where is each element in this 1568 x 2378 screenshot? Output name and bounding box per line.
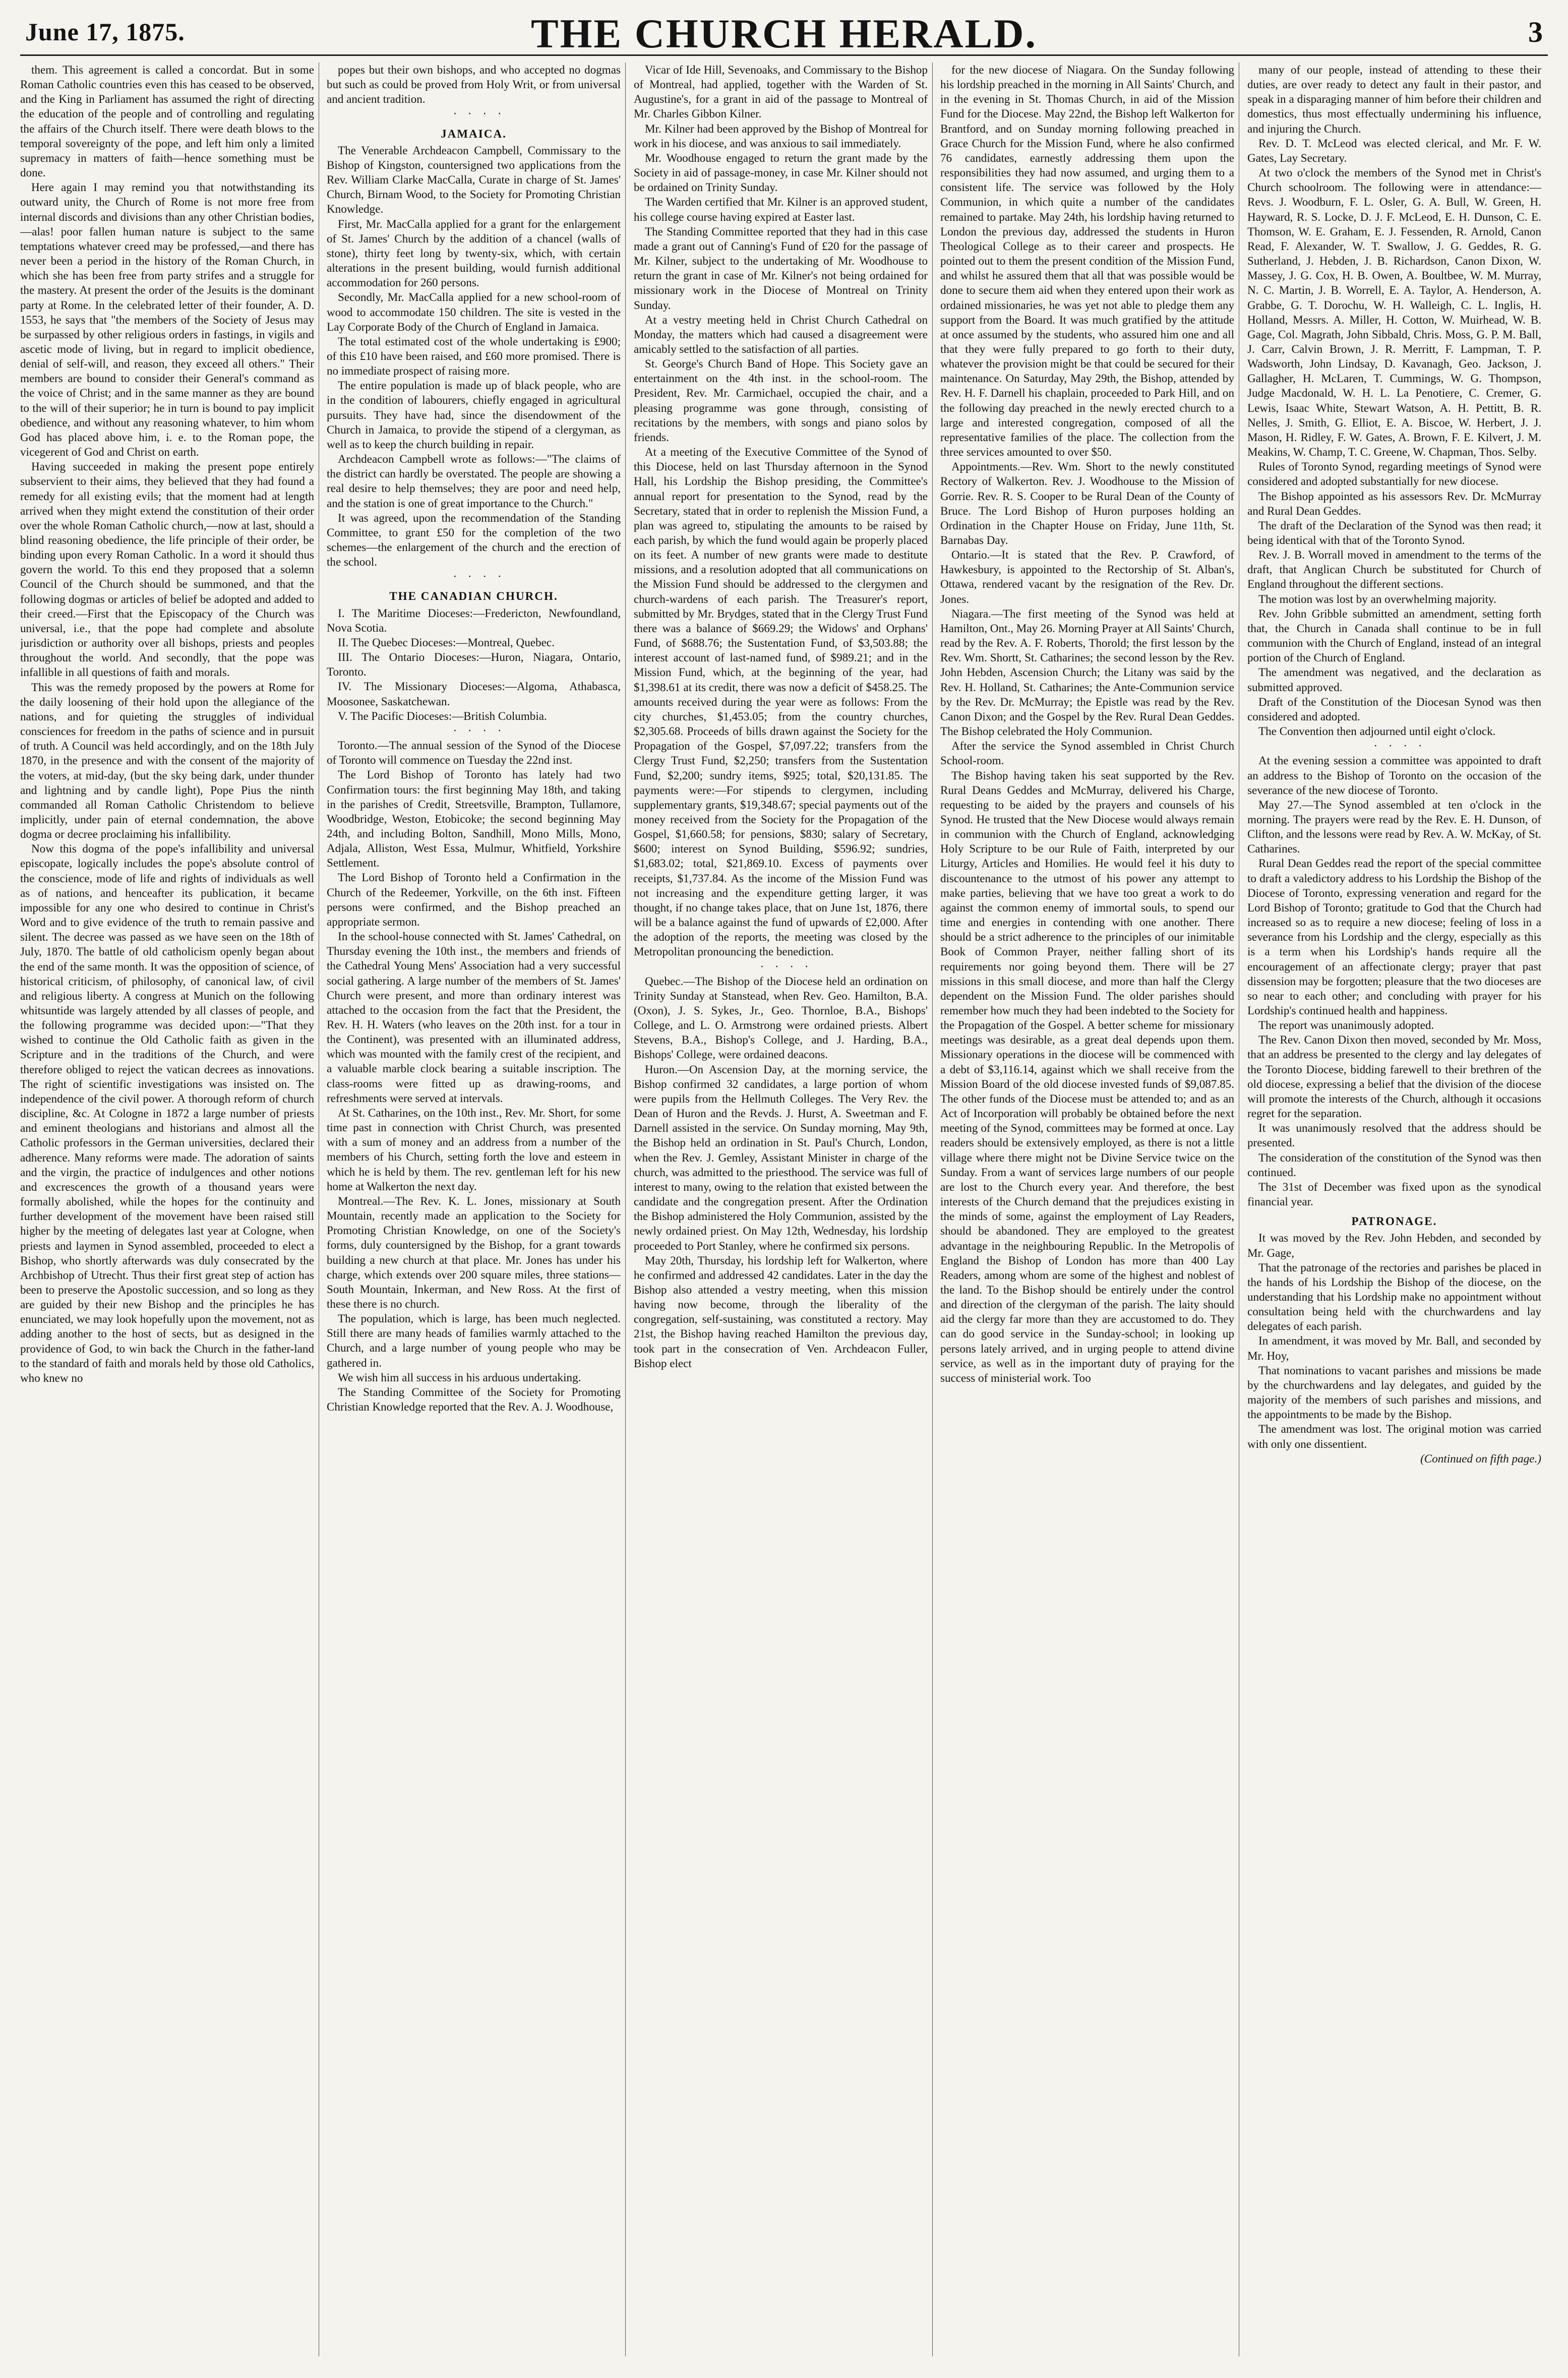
article-paragraph: Here again I may remind you that notwithstanding its outward unity, the Church of Rome is not more free from internal discords and divisions than any other Christian bodies,—alas! poor fallen human nature is subject to the same temptations whatever creed may be professed,—and there has never been a period in the history of the Roman Church, in which she has been free from party strifes and a struggle for the mastery. At present the order of the Jesuits is the dominant party at Rome. In the celebrated letter of their founder, A. D. 1553, he says that "the members of the Society of Jesus may be surpassed by other religious orders in fastings, in vigils and ascetic mode of living, but in regard to implicit obedience, denial of self-will, and reason, they exceed all others." Their members are bound to consider their General's command as the voice of Christ; and in the same manner as they are bound to the will of their superior; he in turn is bound to pay implicit obedience, and without any reasoning whatever, to him whom God has placed above him, i. e. to the Roman pope, the vicegerent of God and Christ on earth. <box>20 180 314 459</box>
column-3 <box>634 63 928 2356</box>
article-paragraph: II. The Quebec Dioceses:—Montreal, Quebec. <box>338 635 555 649</box>
article-paragraph: Rules of Toronto Synod, regarding meetings of Synod were considered and adopted substantially for new diocese. <box>1247 460 1541 488</box>
issue-date: June 17, 1875. <box>25 18 185 46</box>
article-paragraph: Ontario.—It is stated that the Rev. P. Crawford, of Hawkesbury, is appointed to the Rectorship of St. Alban's, Ottawa, rendered vacant by the resignation of the Rev. Dr. Jones. <box>940 548 1234 605</box>
section-separator: · · · · <box>760 959 813 973</box>
article-paragraph: The entire population is made up of black people, who are in the condition of labourers, chiefly engaged in agricultural pursuits. They have had, since the disendowment of the Church in Jamaica, to provide the stipend of a clergyman, as well as to keep the church building in repair. <box>327 379 621 451</box>
article-paragraph: The total estimated cost of the whole undertaking is £900; of this £10 have been raised, and £60 more promised. There is no immediate prospect of raising more. <box>327 334 621 378</box>
article-paragraph: After the service the Synod assembled in Christ Church School-room. <box>940 739 1234 767</box>
article-paragraph: The report was unanimously adopted. <box>1258 1018 1434 1032</box>
section-heading: PATRONAGE. <box>1351 1214 1437 1228</box>
article-paragraph: The Bishop appointed as his assessors Rev. Dr. McMurray and Rural Dean Geddes. <box>1247 489 1541 517</box>
article-paragraph: The Warden certified that Mr. Kilner is an approved student, his college course having expired at Easter last. <box>634 195 928 223</box>
article-paragraph: The Lord Bishop of Toronto held a Confirmation in the Church of the Redeemer, Yorkville, on the 6th inst. Fifteen persons were confirmed, and the Bishop preached an appropriate sermon. <box>327 871 621 928</box>
article-paragraph: It was unanimously resolved that the address should be presented. <box>1247 1121 1541 1149</box>
article-paragraph: Rev. J. B. Worrall moved in amendment to the terms of the draft, that Anglican Church be substituted for Church of England throughout the different sections. <box>1247 548 1541 591</box>
article-paragraph: Now this dogma of the pope's infallibility and universal episcopate, logically includes the pope's absolute control of the conscience, mode of life and rights of individuals as well as of nations, and henceafter its publication, it became impossible for any one who desired to continue in Christ's Word and to give evidence of the truth to remain passive and silent. The decree was passed as we have seen on the 18th of July, 1870. The battle of old catholicism openly began about the end of the same month. It was the opposition of science, of historical criticism, of philosophy, of canonical law, of civil and religious liberty. A congress at Munich on the following whitsuntide was largely attended by all classes of people, and the following programme was decided upon:—"That they wished to continue the Old Catholic faith as given in the Scripture and in the traditions of the Church, and were therefore obliged to reject the vatican decrees as innovations. The right of scientific investigations was insisted on. The independence of the civil power. A thorough reform of church discipline, &c. At Cologne in 1872 a large number of priests and eminent theologians and historians and almost all the Catholic professors in the German universities, declared their adherence. Many reforms were made. The adoration of saints and the virgin, the practice of indulgences and other notions and excrescences the growth of a thousand years were formally abolished, while the hopes for the continuity and further development of the movement have been raised still higher by the meeting of delegates last year at Cologne, when priests and laymen in Synod assembled, proceeded to elect a Bishop, who shortly afterwards was duly consecrated by the Archbishop of Utrecht. Thus their first great step of action has been to preserve the Apostolic succession, and so long as they are guided by their new Bishop and the principles he has enunciated, we may look hopefully upon the movement, not as adding another to the host of sects, but as designed in the providence of God, to win back the Church in the father-land to the standard of faith and morals held by those old Catholics, who knew no <box>20 842 314 1384</box>
article-paragraph: I. The Maritime Dioceses:—Fredericton, Newfoundland, Nova Scotia. <box>327 606 621 634</box>
column-1 <box>20 63 314 2356</box>
article-paragraph: In amendment, it was moved by Mr. Ball, and seconded by Mr. Hoy, <box>1247 1334 1541 1362</box>
article-paragraph: Rev. John Gribble submitted an amendment, setting forth that, the Church in Canada shall continue to be in full communion with the Church of England, instead of an integral portion of the Church of England. <box>1247 606 1541 664</box>
article-paragraph: It was moved by the Rev. John Hebden, and seconded by Mr. Gage, <box>1247 1231 1541 1259</box>
article-paragraph: Archdeacon Campbell wrote as follows:—"The claims of the district can hardly be overstated. The people are showing a real desire to help themselves; they are poor and need help, and the station is one of great importance to the Church." <box>327 452 621 510</box>
article-paragraph: Having succeeded in making the present pope entirely subservient to their aims, they believed that they had found a remedy for all existing evils; that the moment had at length arrived when they might extend the constitution of their order over the whole Roman Catholic church,—now at last, should a blind reasoning obedience, the life principle of their order, be binding upon every Roman Catholic. In a word it should thus govern the world. To this end they proposed that a solemn Council of the Church should be summoned, and that the following dogmas or articles of belief be adopted and added to their creed.—First that the Episcopacy of the Church was universal, i.e., that the pope had complete and absolute jurisdiction or authority over all bishops, priests and peoples throughout the world. And secondly, that the pope was infallible in all questions of faith and morals. <box>20 460 314 679</box>
article-paragraph: At two o'clock the members of the Synod met in Christ's Church schoolroom. The following were in attendance:—Revs. J. Woodburn, F. L. Osler, G. A. Bull, W. Green, H. Hayward, R. S. Locke, D. J. F. McLeod, E. H. Dunson, C. E. Thomson, W. E. Graham, E. J. Fessenden, R. Arnold, Canon Read, F. Alexander, W. T. Swallow, J. G. Geddes, R. G. Sutherland, J. Hebden, J. B. Richardson, Canon Dixon, W. Massey, J. G. Cox, H. B. Owen, A. Boultbee, W. M. Murray, N. C. Martin, J. B. Worrell, E. A. Taylor, A. Henderson, A. Grabbe, G. T. Dorochu, W. H. Walleigh, C. L. Inglis, H. Holland, Messrs. A. Miller, H. Cotton, W. Muirhead, W. B. Gage, Col. Magrath, John Sibbald, Chris. Moss, G. P. M. Ball, J. Carr, Calvin Brown, J. R. Merritt, F. Lampman, T. P. Wadsworth, John Lindsay, D. Kavanagh, Geo. Jackson, J. Gallagher, H. McLaren, T. Cummings, W. G. Thompson, Judge Macdonald, W. H. L. La Penotiere, C. Cremer, G. Lewis, Isaac White, Stewart Watson, A. H. Pettitt, B. R. Nelles, J. Smith, G. Elliot, E. A. Biscoe, W. Herbert, J. J. Mason, H. Ridley, F. W. Gates, A. Brown, F. E. Kilvert, J. M. Meakins, W. Champ, T. C. Greene, W. Chapman, Thos. Selby. <box>1247 166 1541 459</box>
article-paragraph: for the new diocese of Niagara. On the Sunday following his lordship preached in the morning in All Saints' Church, and in the evening in St. Thomas Church, in aid of the Mission Fund for the Diocese. May 22nd, the Bishop left Walkerton for Brantford, and on Sunday morning following preached in Grace Church for the Mission Fund, where he also confirmed 76 candidates, earnestly addressing them upon the responsibilities they had now assumed, and urging them to a consistent life. The service was followed by the Holy Communion, in which quite a number of the candidates remained to partake. May 24th, his lordship having returned to London the previous day, addressed the students in Huron Theological College as to their career and prospects. He pointed out to them the present condition of the Mission Fund, and whilst he assured them that all that was possible would be done to secure them aid when they entered upon their work as ordained missionaries, he was yet not able to pledge them any support from the Board. It was much gratified by the attitude at once assumed by the students, who assured him one and all that they were fully prepared to go forth to their duty, whatever the provision might be that could be secured for their maintenance. On Saturday, May 29th, the Bishop, attended by Rev. H. F. Darnell his chaplain, proceeded to Park Hill, and on the following day preached in the newly erected church to a large and interested congregation, composed of all the representative families of the place. The collection from the three services amounted to over $50. <box>940 63 1234 459</box>
article-paragraph: It was agreed, upon the recommendation of the Standing Committee, to grant £50 for the completion of the two schemes—the enlargement of the church and the erection of the school. <box>327 511 621 569</box>
section-separator: · · · · <box>453 570 506 583</box>
article-paragraph: Huron.—On Ascension Day, at the morning service, the Bishop confirmed 32 candidates, a large portion of whom were pupils from the Hellmuth Colleges. The Very Rev. the Dean of Huron and the Revds. J. Hurst, A. Sweetman and F. Darnell assisted in the service. On Sunday morning, May 9th, the Bishop held an ordination in St. Paul's Church, London, when the Rev. J. Gemley, Assistant Minister in charge of the church, was admitted to the priesthood. The service was full of interest to many, owing to the relation that existed between the candidate and the congregation present. After the Ordination the Bishop administered the Holy Communion, assisted by the newly ordained priest. On May 12th, Wednesday, his lordship proceeded to Port Stanley, where he confirmed six persons. <box>634 1062 928 1252</box>
article-paragraph: This was the remedy proposed by the powers at Rome for the daily loosening of their hold upon the allegiance of the nations, and for quieting the struggles of individual consciences for freedom in the paths of science and in pursuit of truth. A Council was held accordingly, and on the 18th July 1870, in the presence and with the consent of the majority of the voters, at mid-day, (but the sky being dark, under thunder and lightning and by candle light), Pope Pius the ninth commanded all Roman Catholic Christendom to believe implicitly, under pain of eternal condemnation, the above dogma or decree proclaiming his infallibility. <box>20 680 314 841</box>
article-paragraph: That the patronage of the rectories and parishes be placed in the hands of his Lordship the Bishop of the diocese, on the understanding that his Lordship make no appointment without consultation being held with the churchwardens and lay delegates of each parish. <box>1247 1260 1541 1333</box>
article-paragraph: At the evening session a committee was appointed to draft an address to the Bishop of Toronto on the occasion of the severance of the new diocese of Toronto. <box>1247 754 1541 797</box>
continuation-note: (Continued on fifth page.) <box>1420 1451 1541 1465</box>
article-paragraph: Appointments.—Rev. Wm. Short to the newly constituted Rectory of Walkerton. Rev. J. Woodhouse to the Mission of Gorrie. Rev. R. S. Cooper to be Rural Dean of the County of Bruce. The Lord Bishop of Huron purposes holding an Ordination in the Chapter House on Friday, June 11th, St. Barnabas Day. <box>940 460 1234 546</box>
article-paragraph: Niagara.—The first meeting of the Synod was held at Hamilton, Ont., May 26. Morning Prayer at All Saints' Church, read by the Rev. A. F. Roberts, Thorold; the first lesson by the Rev. Wm. Shortt, St. Catharines; the second lesson by the Rev. John Hebden, Ascension Church; the Litany was said by the Rev. H. Holland, St. Catharines; the Ante-Communion service by the Rev. Dr. McMurray; the Epistle was read by the Rev. Canon Dixon; and the Gospel by the Rev. Rural Dean Geddes. The Bishop celebrated the Holy Communion. <box>940 606 1234 738</box>
article-paragraph: Draft of the Constitution of the Diocesan Synod was then considered and adopted. <box>1247 695 1541 723</box>
article-paragraph: popes but their own bishops, and who accepted no dogmas but such as could be proved from Holy Writ, or from universal and ancient tradition. <box>327 63 621 106</box>
article-paragraph: The amendment was negatived, and the declaration as submitted approved. <box>1247 665 1541 694</box>
article-paragraph: Toronto.—The annual session of the Synod of the Diocese of Toronto will commence on Tuesday the 22nd inst. <box>327 739 621 767</box>
article-paragraph: Vicar of Ide Hill, Sevenoaks, and Commissary to the Bishop of Montreal, had applied, together with the Warden of St. Augustine's, for a grant in aid of the passage to Montreal of Mr. Charles Gibbon Kilner. <box>634 63 928 120</box>
article-paragraph: The draft of the Declaration of the Synod was then read; it being identical with that of the Toronto Synod. <box>1247 518 1541 546</box>
article-paragraph: Montreal.—The Rev. K. L. Jones, missionary at South Mountain, recently made an application to the Society for Promoting Christian Knowledge, on one of the Society's forms, duly countersigned by the Bishop, for a grant towards building a new church at that place. Mr. Jones has under his charge, which extends over 200 square miles, three stations—South Mountain, Inkerman, and New Ross. At the first of these there is no church. <box>327 1194 621 1310</box>
newspaper-title: THE CHURCH HERALD. <box>531 11 1037 56</box>
article-paragraph: many of our people, instead of attending to these their duties, are over ready to detect any fault in their pastor, and speak in a disparaging manner of him before their children and domestics, thus most effectually undermining his influence, and injuring the Church. <box>1247 63 1541 135</box>
article-paragraph: The consideration of the constitution of the Synod was then continued. <box>1247 1150 1541 1179</box>
article-paragraph: them. This agreement is called a concordat. But in some Roman Catholic countries even this has ceased to be observed, and the King in Parliament has assumed the right of directing the education of the people and of controlling and regulating the affairs of the Church itself. There were death blows to the temporal sovereignty of the pope, and left him only a limited supremacy in matters of faith—hence something must be done. <box>20 63 314 179</box>
article-paragraph: That nominations to vacant parishes and missions be made by the churchwardens and lay delegates, and guided by the majority of the members of such parishes and missions, and the appointments to be made by the Bishop. <box>1247 1363 1541 1421</box>
article-paragraph: May 27.—The Synod assembled at ten o'clock in the morning. The prayers were read by the Rev. E. H. Dunson, of Clifton, and the lessons were read by Rev. A. W. McKay, of St. Catharines. <box>1247 798 1541 856</box>
section-heading: THE CANADIAN CHURCH. <box>389 589 558 603</box>
article-paragraph: At a meeting of the Executive Committee of the Synod of this Diocese, held on last Thursday afternoon in the Synod Hall, his Lordship the Bishop presiding, the Committee's annual report for presentation to the Synod, read by the Secretary, stated that in order to replenish the Mission Fund, a plan was agreed to, stipulating the amounts to be raised by each parish, by which the fund would again be properly placed on its feet. A number of new grants were made to destitute missions, and a resolution adopted that all communications on the Mission Fund should be addressed to the clergymen and church-wardens of each parish. The Treasurer's report, submitted by Mr. Brydges, stated that in the Clergy Trust Fund there was a balance of $669.29; the Widows' and Orphans' Fund, of $688.76; the Sustentation Fund, of $3,503.88; the interest account of last-named fund, of $989.21; and in the Mission Fund, which, at the beginning of the year, had $1,398.61 at its credit, there was now a deficit of $458.25. The amounts received during the year were as follows: From the city churches, $1,453.05; from the country churches, $2,305.68. Proceeds of bills drawn against the Society for the Propagation of the Gospel, $7,097.22; transfers from the Clergy Trust Fund, $2,250; transfers from the Sustentation Fund, $2,200; sundry items, $925; total, $20,131.85. The payments were:—For stipends to clergymen, including supplementary grants, $19,348.67; special payments out of the money received from the Society for the Propagation of the Gospel, $1,660.58; for pensions, $830; salary of Secretary, $600; interest on Synod Building, $596.92; sundries, $1,683.02; total, $21,869.10. Excess of payments over receipts, $1,737.84. As the income of the Mission Fund was not increasing and the expenditure getting larger, it was thought, if no change takes place, that on June 1st, 1876, there will be a balance against the fund of upwards of £2,000. After the adoption of the reports, the meeting was closed by the Metropolitan pronouncing the benediction. <box>634 445 928 958</box>
article-paragraph: At St. Catharines, on the 10th inst., Rev. Mr. Short, for some time past in connection with Christ Church, was presented with a sum of money and an address from a number of the members of his Church, setting forth the love and esteem in which he is held by them. The rev. gentleman left for his new home at Walkerton the next day. <box>327 1106 621 1193</box>
article-paragraph: The 31st of December was fixed upon as the synodical financial year. <box>1247 1180 1541 1208</box>
article-paragraph: The population, which is large, has been much neglected. Still there are many heads of families warmly attached to the Church, and a large number of young people who may be gathered in. <box>327 1312 621 1369</box>
column-rule <box>932 63 933 2356</box>
article-paragraph: The Standing Committee of the Society for Promoting Christian Knowledge reported that the Rev. A. J. Woodhouse, <box>327 1385 621 1414</box>
article-paragraph: We wish him all success in his arduous undertaking. <box>338 1370 581 1384</box>
article-paragraph: The Venerable Archdeacon Campbell, Commissary to the Bishop of Kingston, countersigned two applications from the Rev. William Clarke MacCalla, Curate in charge of St. James' Church, Birnam Wood, to the Society for Promoting Christian Knowledge. <box>327 143 621 216</box>
column-5 <box>1247 63 1541 2356</box>
article-paragraph: The Rev. Canon Dixon then moved, seconded by Mr. Moss, that an address be presented to the clergy and lay delegates of the Toronto Diocese, bidding farewell to their brethren of the old diocese, expressing a belief that the division of the diocese will promote the interests of the Church, although it occasions regret for the separation. <box>1247 1033 1541 1120</box>
article-paragraph: Rural Dean Geddes read the report of the special committee to draft a valedictory address to his Lordship the Bishop of the Diocese of Toronto, expressing veneration and regard for the Lord Bishop of Toronto; gratitude to God that the Church had increased so as to require a new diocese; feeling of loss in a severance from his Lordship and the clergy, especially as this is a term when his Lordship's hands require all the encouragement of an affectionate clergy; prayer that past dissension may be forgotten; pleasure that the two dioceses are so near to each other; and concluding with prayer for his Lordship's continued health and happiness. <box>1247 857 1541 1017</box>
article-paragraph: Mr. Woodhouse engaged to return the grant made by the Society in aid of passage-money, in case Mr. Kilner should not be ordained on Trinity Sunday. <box>634 151 928 194</box>
section-separator: · · · · <box>453 723 506 737</box>
page-header <box>20 8 1548 56</box>
article-paragraph: The amendment was lost. The original motion was carried with only one dissentient. <box>1247 1422 1541 1450</box>
article-paragraph: Quebec.—The Bishop of the Diocese held an ordination on Trinity Sunday at Stanstead, when Rev. Geo. Hamilton, B.A. (Oxon), J. S. Sykes, Jr., Geo. Thornloe, B.A., Bishops' College, and L. O. Armstrong were ordained priests. Albert Stevens, B.A., Bishop's College, and J. Harding, B.A., Bishops' College, were ordained deacons. <box>634 974 928 1061</box>
section-separator: · · · · <box>1373 739 1426 753</box>
column-4 <box>940 63 1234 2356</box>
article-paragraph: The motion was lost by an overwhelming majority. <box>1258 592 1496 605</box>
article-paragraph: IV. The Missionary Dioceses:—Algoma, Athabasca, Moosonee, Saskatchewan. <box>327 680 621 708</box>
article-paragraph: The Standing Committee reported that they had in this case made a grant out of Canning's Fund of £20 for the passage of Mr. Kilner, subject to the undertaking of Mr. Woodhouse to return the grant in case of Mr. Kilner's not being ordained for missionary work in the Diocese of Montreal on Trinity Sunday. <box>634 224 928 312</box>
section-heading: JAMAICA. <box>441 127 507 140</box>
column-rule <box>625 63 626 2356</box>
column-2 <box>327 63 621 2356</box>
article-paragraph: Rev. D. T. McLeod was elected clerical, and Mr. F. W. Gates, Lay Secretary. <box>1247 136 1541 164</box>
article-paragraph: In the school-house connected with St. James' Cathedral, on Thursday evening the 10th inst., the members and friends of the Cathedral Young Mens' Association had a very successful social gathering. A large number of the members of St. James' Church were present, and more than ordinary interest was attached to the occasion from the fact that the President, the Rev. H. H. Waters (who leaves on the 20th inst. for a tour in the Continent), was presented with an illuminated address, which was mounted with the family crest of the recipient, and a valuable marble clock bearing a suitable inscription. The class-rooms were fitted up as drawing-rooms, and refreshments were served at intervals. <box>327 930 621 1105</box>
article-paragraph: The Lord Bishop of Toronto has lately had two Confirmation tours: the first beginning May 18th, and taking in the parishes of Credit, Streetsville, Brampton, Tullamore, Woodbridge, Weston, Etobicoke; the second beginning May 24th, and including Bolton, Sandhill, Mono Mills, Mono, Adjala, Alliston, West Essa, Mulmur, Whitfield, Yorkshire Settlement. <box>327 768 621 870</box>
article-paragraph: At a vestry meeting held in Christ Church Cathedral on Monday, the matters which had caused a disagreement were amicably settled to the satisfaction of all parties. <box>634 313 928 355</box>
article-paragraph: St. George's Church Band of Hope. This Society gave an entertainment on the 4th inst. in the school-room. The President, Rev. Mr. Carmichael, occupied the chair, and a pleasing programme was gone through, consisting of recitations by the members, with songs and piano solos by friends. <box>634 357 928 444</box>
article-paragraph: First, Mr. MacCalla applied for a grant for the enlargement of St. James' Church by the addition of a chancel (walls of stone), thirty feet long by twenty-six, which, with certain alterations in the present building, would furnish additional accommodation for 260 persons. <box>327 217 621 289</box>
section-separator: · · · · <box>453 107 506 120</box>
article-paragraph: The Bishop having taken his seat supported by the Rev. Rural Deans Geddes and McMurray, delivered his Charge, requesting to be aided by the prayers and counsels of his Synod. He trusted that the New Diocese would always remain in communion with the Church of England, acknowledging Holy Scripture to be our Rule of Faith, interpreted by our Liturgy, Articles and Homilies. He would feel it his duty to discountenance to the utmost of his power any attempt to make parties, believing that we have too great a work to do against the common enemy of immortal souls, to spend our time and energies in contending with one another. There should be a strict adherence to the principles of our inimitable Book of Common Prayer, neither falling short of its requirements nor going beyond them. There will be 27 missions in this small diocese, and more than half the Clergy dependent on the Mission Fund. The older parishes should remember how much they had been indebted to the Society for the Propagation of the Gospel. A better scheme for missionary meetings was desirable, as a great deal depends upon them. Missionary operations in the diocese will be commenced with a debt of $3,116.14, against which we shall receive from the Mission Board of the old diocese invested funds of $9,087.85. The other funds of the Diocese must be attended to; and as an Act of Incorporation will probably be obtained before the next meeting of the Synod, committees may be formed at once. Lay readers should be extensively employed, as there is not a little village where there might not be Divine Service twice on the Sunday. From a want of services large numbers of our people are lost to the Church every year. And therefore, the best interests of the Church demand that the prejudices existing in the minds of some, against the employment of Lay Readers, should be abandoned. They are employed to the greatest advantage in the neighbouring Republic. In the Metropolis of England the Bishop of London has more than 400 Lay Readers, among whom are some of the highest and noblest of the land. To the Bishop should be entirely under the control and direction of the clergyman of the parish. The laity should aid the clergy far more than they are accustomed to do. They can do good service in the Sunday-school; in looking up persons lately arrived, and in urging people to attend divine service, as well as in the important duty of praying for the success of ministerial work. Too <box>940 768 1234 1384</box>
article-paragraph: The Convention then adjourned until eight o'clock. <box>1258 724 1496 738</box>
article-paragraph: Mr. Kilner had been approved by the Bishop of Montreal for work in his diocese, and was anxious to sail immediately. <box>634 121 928 150</box>
article-paragraph: V. The Pacific Dioceses:—British Columbia. <box>338 709 547 722</box>
page-number: 3 <box>1528 16 1543 48</box>
article-paragraph: May 20th, Thursday, his lordship left for Walkerton, where he confirmed and addressed 42 candidates. Later in the day the Bishop also attended a vestry meeting, when this mission having now become, through the liberality of the congregation, self-sustaining, was constituted a rectory. May 21st, the Bishop having reached Hamilton the previous day, took part in the consecration of Ven. Archdeacon Fuller, Bishop elect <box>634 1253 928 1370</box>
article-paragraph: Secondly, Mr. MacCalla applied for a new school-room of wood to accommodate 150 children. The site is vested in the Lay Corporate Body of the Church of England in Jamaica. <box>327 290 621 333</box>
article-paragraph: III. The Ontario Dioceses:—Huron, Niagara, Ontario, Toronto. <box>327 650 621 679</box>
